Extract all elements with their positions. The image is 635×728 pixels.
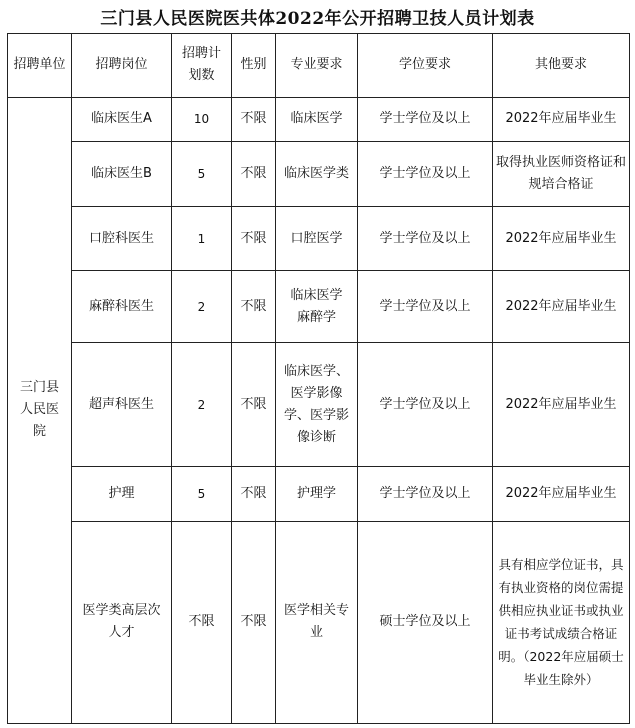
degree-cell: 学士学位及以上: [358, 206, 493, 271]
gender-cell: 不限: [232, 271, 276, 343]
position-cell: 护理: [72, 467, 172, 522]
other-cell: [493, 521, 630, 723]
header-position: 招聘岗位: [72, 34, 172, 98]
other-line: 有执业资格的岗位需提: [498, 580, 624, 596]
major-line: 口腔医学: [290, 230, 343, 246]
header-other: 其他要求: [493, 34, 630, 98]
other-cell: [493, 142, 630, 207]
degree-cell: 学士学位及以上: [358, 142, 493, 207]
major-cell: [276, 343, 358, 467]
other-cell: [493, 467, 630, 522]
position-cell: 临床医生A: [72, 97, 172, 141]
gender-cell: 不限: [232, 97, 276, 141]
count-cell: 2: [172, 343, 232, 467]
major-line: 学、医学影: [283, 407, 349, 423]
table-row: [8, 206, 630, 271]
position-cell: [72, 521, 172, 723]
table-row: [8, 97, 630, 141]
other-line: 具有相应学位证书，具: [498, 557, 624, 573]
count-cell: 1: [172, 206, 232, 271]
header-row: [8, 34, 630, 98]
major-line: 业: [309, 625, 323, 641]
major-line: 医学相关专: [283, 603, 349, 619]
other-line: 2022年应届毕业生: [505, 486, 617, 502]
gender-cell: 不限: [232, 343, 276, 467]
count-cell: 5: [172, 142, 232, 207]
other-cell: [493, 343, 630, 467]
recruitment-plan-table: [7, 33, 630, 724]
other-line: 2022年应届毕业生: [505, 396, 617, 412]
major-line: 麻醉学: [296, 309, 336, 325]
header-degree: 学位要求: [358, 34, 493, 98]
header-major: 专业要求: [276, 34, 358, 98]
position-line: 医学类高层次: [82, 603, 161, 619]
table-row: [8, 271, 630, 343]
other-cell: [493, 97, 630, 141]
other-line: 规培合格证: [528, 176, 594, 192]
gender-cell: 不限: [232, 467, 276, 522]
count-cell: 5: [172, 467, 232, 522]
count-cell: 10: [172, 97, 232, 141]
header-plan-count: [172, 34, 232, 98]
other-line: 毕业生除外）: [523, 672, 599, 688]
major-cell: [276, 521, 358, 723]
other-line: 明。（2022年应届硕士: [498, 649, 624, 665]
gender-cell: 不限: [232, 142, 276, 207]
unit-cell: [8, 97, 72, 723]
major-line: 像诊断: [296, 429, 336, 445]
position-line: 人才: [108, 625, 135, 641]
count-cell: 2: [172, 271, 232, 343]
other-line: 供相应执业证书或执业: [498, 603, 624, 619]
other-cell: [493, 271, 630, 343]
unit-line: 三门县: [19, 380, 59, 396]
major-line: 护理学: [296, 486, 336, 502]
gender-cell: 不限: [232, 521, 276, 723]
other-line: 2022年应届毕业生: [505, 298, 617, 314]
major-line: 临床医学类: [283, 165, 349, 181]
table-row: [8, 343, 630, 467]
table-row: [8, 521, 630, 723]
position-cell: 麻醉科医生: [72, 271, 172, 343]
major-cell: [276, 142, 358, 207]
other-line: 2022年应届毕业生: [505, 111, 617, 127]
table-row: [8, 142, 630, 207]
major-line: 临床医学: [290, 287, 343, 303]
major-cell: [276, 206, 358, 271]
major-cell: [276, 97, 358, 141]
position-cell: 临床医生B: [72, 142, 172, 207]
other-line: 取得执业医师资格证和: [496, 154, 627, 170]
major-cell: [276, 271, 358, 343]
position-cell: 口腔科医生: [72, 206, 172, 271]
count-cell: 不限: [172, 521, 232, 723]
degree-cell: 学士学位及以上: [358, 97, 493, 141]
header-plan-line2: 划数: [188, 68, 215, 84]
unit-line: 人民医: [19, 402, 59, 418]
degree-cell: 学士学位及以上: [358, 271, 493, 343]
header-plan-line1: 招聘计: [181, 46, 221, 62]
major-line: 临床医学: [290, 111, 343, 127]
other-line: 证书考试成绩合格证: [504, 626, 618, 642]
degree-cell: 学士学位及以上: [358, 467, 493, 522]
major-line: 临床医学、: [283, 363, 349, 379]
gender-cell: 不限: [232, 206, 276, 271]
degree-cell: 硕士学位及以上: [358, 521, 493, 723]
unit-line: 院: [32, 424, 46, 440]
major-cell: [276, 467, 358, 522]
major-line: 医学影像: [290, 385, 343, 401]
header-unit: 招聘单位: [8, 34, 72, 98]
header-gender: 性别: [232, 34, 276, 98]
degree-cell: 学士学位及以上: [358, 343, 493, 467]
other-cell: [493, 206, 630, 271]
position-cell: 超声科医生: [72, 343, 172, 467]
page-title: 三门县人民医院医共体2022年公开招聘卫技人员计划表: [100, 9, 535, 29]
other-line: 2022年应届毕业生: [505, 230, 617, 246]
table-row: [8, 467, 630, 522]
